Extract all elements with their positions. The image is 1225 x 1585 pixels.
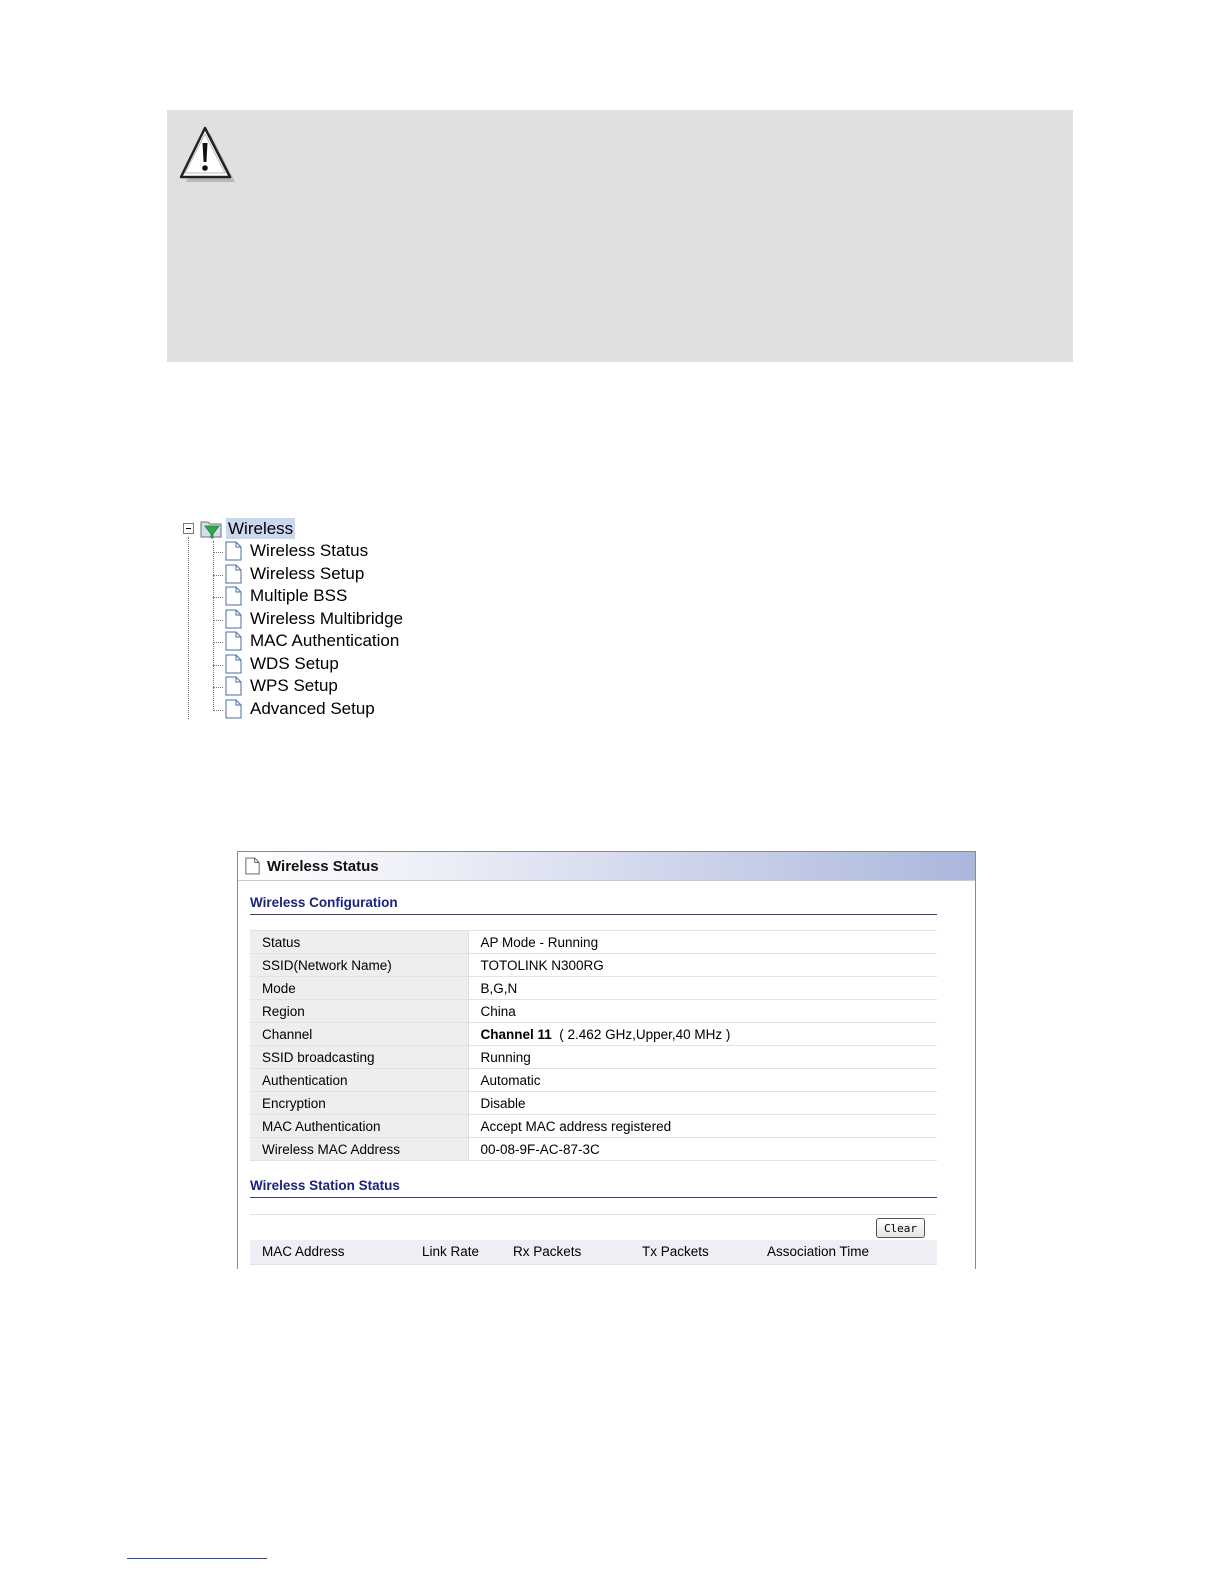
page-icon xyxy=(225,564,242,584)
tree-item-label: Multiple BSS xyxy=(250,586,348,605)
warning-triangle-icon xyxy=(179,126,237,188)
page-icon xyxy=(225,586,242,606)
tree-item-label: Wireless Multibridge xyxy=(250,608,404,628)
channel-detail: ( 2.462 GHz,Upper,40 MHz ) xyxy=(559,1026,731,1042)
row-key: Encryption xyxy=(250,1092,468,1115)
tree-item-label: WPS Setup xyxy=(250,676,338,695)
section-title-wireless-configuration: Wireless Configuration xyxy=(250,895,937,915)
tree-trunk-line xyxy=(188,537,189,719)
row-value: China xyxy=(468,1000,937,1023)
section-title-wireless-station-status: Wireless Station Status xyxy=(250,1178,937,1198)
row-key: MAC Authentication xyxy=(250,1115,468,1138)
tree-item-label: MAC Authentication xyxy=(250,631,400,650)
tree-item-wps-setup[interactable] xyxy=(213,675,433,697)
table-row xyxy=(250,1069,937,1092)
tree-item-label: Advanced Setup xyxy=(250,698,375,718)
table-row xyxy=(250,1115,937,1138)
panel-title: Wireless Status xyxy=(267,858,379,875)
row-key: SSID(Network Name) xyxy=(250,954,468,977)
row-key: Mode xyxy=(250,977,468,1000)
wireless-folder-icon xyxy=(200,518,224,539)
tree-item-wds-setup[interactable] xyxy=(213,653,433,675)
wireless-configuration-table xyxy=(250,930,937,1161)
row-value: Running xyxy=(468,1046,937,1069)
row-value: 00-08-9F-AC-87-3C xyxy=(468,1138,937,1161)
page-icon xyxy=(225,699,242,719)
column-header-tx-packets: Tx Packets xyxy=(642,1244,709,1259)
table-row xyxy=(250,931,937,954)
page-icon xyxy=(225,631,242,651)
row-value: B,G,N xyxy=(468,977,937,1000)
page-icon xyxy=(245,857,260,875)
warning-note-box xyxy=(167,110,1073,362)
row-value-channel xyxy=(468,1023,937,1046)
tree-item-multiple-bss[interactable] xyxy=(213,585,433,607)
tree-item-wireless-multibridge[interactable] xyxy=(213,608,433,630)
station-toolbar xyxy=(250,1214,937,1240)
page-icon xyxy=(225,676,242,696)
tree-item-label: Wireless Setup xyxy=(250,563,365,583)
page-icon xyxy=(225,654,242,674)
table-row xyxy=(250,1046,937,1069)
page-icon xyxy=(225,541,242,561)
page-icon xyxy=(225,609,242,629)
column-header-link-rate: Link Rate xyxy=(422,1244,480,1259)
channel-number: Channel 11 xyxy=(480,1026,552,1042)
wireless-menu-tree xyxy=(180,515,440,720)
wireless-status-panel xyxy=(237,851,976,1269)
tree-item-wireless-status[interactable] xyxy=(213,540,433,562)
footer-link-underline xyxy=(127,1558,267,1559)
tree-item-label: WDS Setup xyxy=(250,653,339,673)
column-header-rx-packets: Rx Packets xyxy=(513,1244,582,1259)
tree-item-label: Wireless Status xyxy=(250,541,369,560)
row-key: Channel xyxy=(250,1023,468,1046)
table-row xyxy=(250,1000,937,1023)
panel-header xyxy=(238,852,975,881)
collapse-icon[interactable] xyxy=(183,523,194,534)
table-row xyxy=(250,1023,937,1046)
row-value: Disable xyxy=(468,1092,937,1115)
row-key: SSID broadcasting xyxy=(250,1046,468,1069)
table-row xyxy=(250,954,937,977)
station-table-header xyxy=(250,1240,937,1265)
tree-item-mac-authentication[interactable] xyxy=(213,630,433,652)
row-key: Region xyxy=(250,1000,468,1023)
tree-item-advanced-setup[interactable] xyxy=(213,698,433,720)
row-value: Accept MAC address registered xyxy=(468,1115,937,1138)
row-value: AP Mode - Running xyxy=(468,931,937,954)
row-value: Automatic xyxy=(468,1069,937,1092)
table-row xyxy=(250,1138,937,1161)
column-header-association-time: Association Time xyxy=(767,1244,870,1259)
table-row xyxy=(250,977,937,1000)
row-value: TOTOLINK N300RG xyxy=(468,954,937,977)
table-row xyxy=(250,1092,937,1115)
tree-item-wireless-setup[interactable] xyxy=(213,563,433,585)
tree-root-wireless[interactable]: Wireless xyxy=(228,519,294,538)
column-header-mac-address: MAC Address xyxy=(262,1244,345,1259)
row-key: Authentication xyxy=(250,1069,468,1092)
row-key: Wireless MAC Address xyxy=(250,1138,468,1161)
row-key: Status xyxy=(250,931,468,954)
clear-button[interactable]: Clear xyxy=(876,1218,925,1238)
